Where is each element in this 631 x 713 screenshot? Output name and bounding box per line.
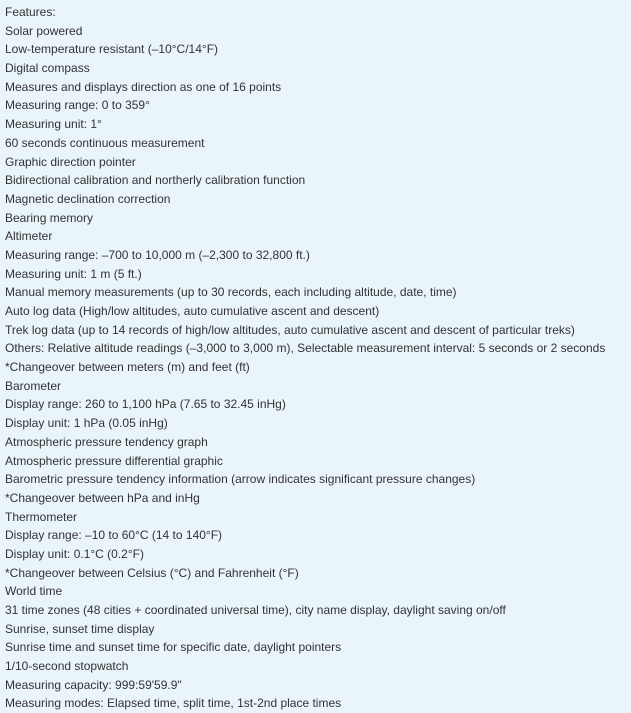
feature-item: Measuring modes: Elapsed time, split time, 1st-2nd place times [5, 696, 342, 711]
feature-item: Others: Relative altitude readings (–3,000 to 3,000 m), Selectable measurement interval: 5 seconds or 2 seconds [5, 341, 606, 356]
feature-item: 31 time zones (48 cities + coordinated universal time), city name display, daylight saving on/off [5, 603, 506, 617]
altimeter-heading: Altimeter [5, 229, 53, 244]
feature-note: *Changeover between meters (m) and feet (ft) [5, 360, 250, 375]
feature-item: 60 seconds continuous measurement [5, 135, 205, 150]
feature-item: Measuring unit: 1 m (5 ft.) [5, 266, 142, 281]
feature-item: Auto log data (High/low altitudes, auto cumulative ascent and descent) [5, 304, 380, 318]
feature-item: Measuring range: 0 to 359° [5, 98, 150, 113]
feature-item: Display unit: 1 hPa (0.05 inHg) [5, 416, 168, 431]
feature-item: Measures and displays direction as one of 16 points [5, 79, 282, 94]
feature-item: Display range: 260 to 1,100 hPa (7.65 to 32.45 inHg) [5, 397, 286, 412]
feature-item: Atmospheric pressure differential graphic [5, 453, 223, 468]
thermometer-heading: Thermometer [5, 509, 78, 524]
feature-item: Trek log data (up to 14 records of high/low altitudes, auto cumulative ascent and descent of particular treks) [5, 322, 575, 337]
feature-item: Solar powered [5, 23, 83, 38]
feature-item: Measuring unit: 1° [5, 117, 102, 132]
feature-note: *Changeover between hPa and inHg [5, 490, 200, 505]
feature-item: Graphic direction pointer [5, 154, 136, 169]
feature-note: *Changeover between Celsius (°C) and Fahrenheit (°F) [5, 565, 299, 580]
sunrise-sunset-heading: Sunrise, sunset time display [5, 621, 155, 636]
compass-heading: Digital compass [5, 61, 90, 76]
feature-item: Manual memory measurements (up to 30 records, each including altitude, date, time) [5, 285, 457, 300]
feature-item: Sunrise time and sunset time for specific date, daylight pointers [5, 640, 342, 655]
feature-item: Bearing memory [5, 210, 94, 225]
stopwatch-heading: 1/10-second stopwatch [5, 659, 129, 674]
feature-item: Magnetic declination correction [5, 191, 171, 206]
feature-list [5, 3, 631, 713]
world-time-heading: World time [5, 584, 63, 599]
feature-item: Measuring range: –700 to 10,000 m (–2,300 to 32,800 ft.) [5, 247, 310, 262]
features-heading: Features: [5, 5, 56, 19]
barometer-heading: Barometer [5, 378, 62, 393]
feature-item: Display range: –10 to 60°C (14 to 140°F) [5, 528, 223, 543]
feature-item: Measuring capacity: 999:59'59.9" [5, 677, 182, 692]
feature-item: Low-temperature resistant (–10°C/14°F) [5, 42, 219, 57]
feature-item: Barometric pressure tendency information (arrow indicates significant pressure changes) [5, 472, 476, 487]
feature-item: Atmospheric pressure tendency graph [5, 434, 208, 449]
feature-item: Bidirectional calibration and northerly calibration function [5, 173, 306, 188]
feature-item: Display unit: 0.1°C (0.2°F) [5, 546, 144, 561]
